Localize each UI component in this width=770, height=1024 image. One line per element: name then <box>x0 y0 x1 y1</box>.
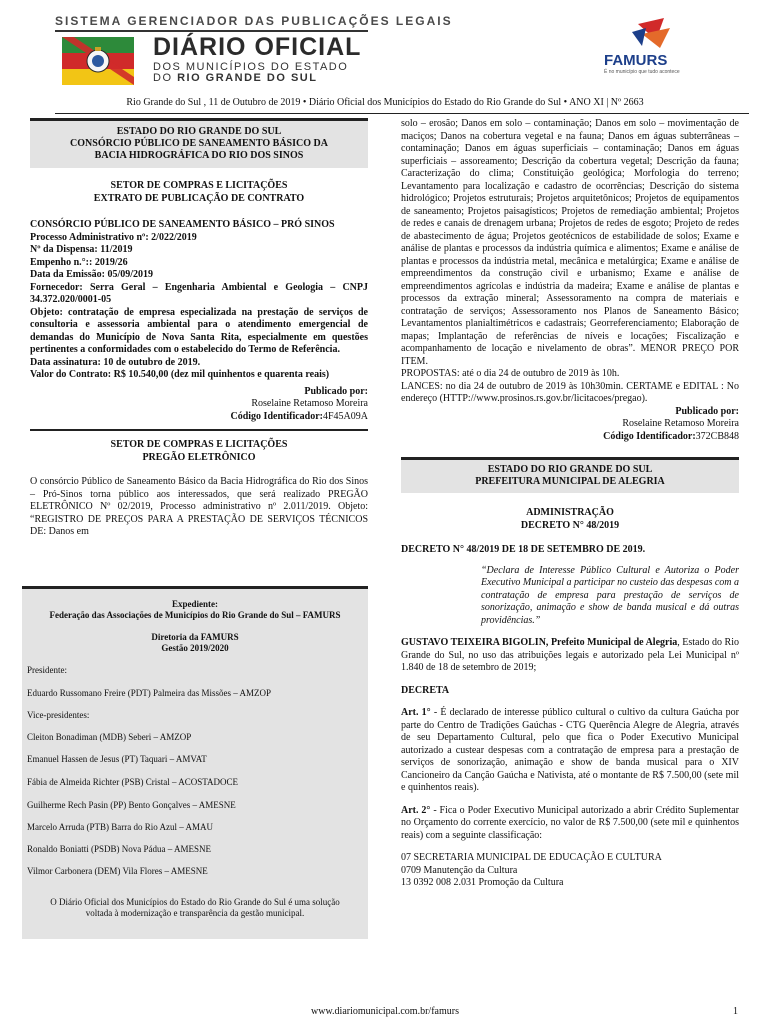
setor-compras-heading-2: SETOR DE COMPRAS E LICITAÇÕES <box>110 439 288 450</box>
system-title: SISTEMA GERENCIADOR DAS PUBLICAÇÕES LEGAIS <box>55 14 453 28</box>
classification-line: 07 SECRETARIA MUNICIPAL DE EDUCAÇÃO E CULTURA <box>401 852 662 863</box>
edition-divider <box>55 113 749 114</box>
decreto-ementa: “Declara de Interesse Público Cultural e Autoriza o Poder Executivo Municipal a participar no custeio das despesas com a contratação de empresa para prestação de serviços de sonorização, animação e show de banda musical e dá outras providências.” <box>481 564 740 626</box>
famurs-name: FAMURS <box>604 52 668 69</box>
pregao-continuation: solo – erosão; Danos em solo – contaminação; Danos em solo – movimentação de maciços; Danos na cobertura vegetal e na fauna; Danos em águas subterrâneas – contaminação; Danos em águas superficiais – contaminação; Danos em águas superficiais – assoreamento; Descrição da cobertura vegetal; Descrição da fauna; Caracterização do clima; Constituição geológica; Morfologia do terreno; Levantamento para localização e cadastro de ocorrências; Descrição do sistema hidrológico; Projetos estruturais; Projetos arquitetônicos; Projetos de equipamentos de saneamento; Projetos paisagísticos; Projetos de remediação ambiental; Projetos de redes e canais de drenagem urbana; Projetos de redes de esgoto; Projeto de redes de abastecimento de água; Projetos geotécnicos de estabilidade de solos; Exame e análise de plantas e processos da indústria química e alimentos; Exame e análise de plantas e processos da indústria metal, mecânica e metalúrgica; Exame e análise de empreendimentos da construção civil e urbanismo; Exame e análise de empreendimentos agrícolas e indústria da madeira; Exame e análise de plantas e processos da extração mineral; Assessoramento na compra de materiais e contratação de serviços; Assessoramento nos Planos de Saneamento Básico; Levantamentos planialtimétricos e cadastrais; Georreferenciamento; Elaboração de mapas; Implantação de referências de níveis e locações; Fiscalização e acompanhamento de locação e nivelamento de obras”. MENOR PREÇO POR ITEM. <box>401 118 739 367</box>
footer-url: www.diariomunicipal.com.br/famurs <box>311 1006 459 1017</box>
contract-line: Fornecedor: Serra Geral – Engenharia Ambiental e Geologia – CNPJ 34.372.020/0001-05 <box>30 281 368 305</box>
coat-of-arms-icon <box>62 37 134 85</box>
propostas-line: PROPOSTAS: até o dia 24 de outubro de 2019 às 10h. <box>401 368 620 379</box>
page-header <box>0 0 770 92</box>
publicado-por-label-2: Publicado por: <box>675 405 739 417</box>
presidente-label: Presidente: <box>27 665 67 675</box>
box2-line1: ESTADO DO RIO GRANDE DO SUL <box>487 464 653 475</box>
vice-presidente-item: Emanuel Hassen de Jesus (PT) Taquari – AMVAT <box>27 754 207 764</box>
contract-line: CONSÓRCIO PÚBLICO DE SANEAMENTO BÁSICO – PRÓ SINOS <box>30 219 335 230</box>
publicado-por-name-1: Roselaine Retamoso Moreira <box>251 398 368 409</box>
publicado-por-label-1: Publicado por: <box>304 385 368 397</box>
expediente-diretoria: Diretoria da FAMURS <box>151 632 239 642</box>
contract-line: Valor do Contrato: R$ 10.540,00 (dez mil quinhentos e quarenta reais) <box>30 369 330 380</box>
consorcio-header-box <box>30 118 368 168</box>
diario-subtitle-line2: DO RIO GRANDE DO SUL <box>153 72 318 84</box>
contract-line: Data assinatura: 10 de outubro de 2019. <box>30 356 201 368</box>
pregao-text: O consórcio Público de Saneamento Básico da Bacia Hidrográfica do Rio dos Sinos – Pró-Sinos torna público aos interessados, que será realizado PREGÃO ELETRÔNICO Nº 02/2019, Processo administrativo nº 2.011/2019. Objeto: “REGISTRO DE PREÇOS PARA A PRESTAÇÃO DE SERVIÇOS TÉCNICOS DE: Danos em <box>30 476 368 537</box>
expediente-footer-line1: O Diário Oficial dos Municípios do Estado do Rio Grande do Sul é uma solução <box>50 897 340 907</box>
classification-line: 13 0392 008 2.031 Promoção da Cultura <box>401 877 564 888</box>
left-column <box>30 118 368 539</box>
presidente-name: Eduardo Russomano Freire (PDT) Palmeira das Missões – AMZOP <box>27 688 271 698</box>
lances-line: LANCES: no dia 24 de outubro de 2019 às 10h30min. CERTAME e EDITAL : No endereço (HTTP://www.prosinos.rs.gov.br/licitacoes/pregao). <box>401 380 739 404</box>
expediente-title: Expediente: <box>172 599 218 609</box>
contract-line: Empenho n.°:: 2019/26 <box>30 256 128 268</box>
vice-presidentes-label: Vice-presidentes: <box>27 710 90 720</box>
pregao-heading: PREGÃO ELETRÔNICO <box>142 451 256 463</box>
box2-line2: PREFEITURA MUNICIPAL DE ALEGRIA <box>475 476 665 487</box>
right-column <box>401 118 739 890</box>
contract-line: Objeto: contratação de empresa especializada na prestação de serviços de consultoria e assessoria ambiental para o atendimento emergencial de demandas do Município de Nova Santa Rita, especialmente em questões pertinentes a conformidades com o estabelecido do Termo de Referência. <box>30 306 368 355</box>
vice-presidente-item: Fábia de Almeida Richter (PSB) Cristal – ACOSTADOCE <box>27 777 239 787</box>
gustavo-paragraph: GUSTAVO TEIXEIRA BIGOLIN, Prefeito Municipal de Alegria, Estado do Rio Grande do Sul, no uso das atribuições legais e autorizado pela Lei Municipal nº 1.840 de 18 de setembro de 2019; <box>401 637 739 673</box>
contract-details <box>30 219 368 382</box>
vice-presidente-item: Vilmor Carbonera (DEM) Vila Flores – AMESNE <box>27 866 208 876</box>
vice-presidente-item: Marcelo Arruda (PTB) Barra do Rio Azul – AMAU <box>27 822 213 832</box>
expediente-gestao: Gestão 2019/2020 <box>161 643 229 653</box>
system-title-underline <box>55 30 368 32</box>
vice-presidente-item: Ronaldo Boniatti (PSDB) Nova Pádua – AMESNE <box>27 844 211 854</box>
extrato-heading: EXTRATO DE PUBLICAÇÃO DE CONTRATO <box>93 192 305 204</box>
box1-line1: ESTADO DO RIO GRANDE DO SUL <box>116 126 282 137</box>
setor-compras-heading-1: SETOR DE COMPRAS E LICITAÇÕES <box>110 180 288 191</box>
section-divider <box>30 423 368 431</box>
administracao-heading: ADMINISTRAÇÃO <box>526 507 614 518</box>
contract-line: Processo Administrativo nº: 2/022/2019 <box>30 231 197 243</box>
edition-line: Rio Grande do Sul , 11 de Outubro de 2019 • Diário Oficial dos Municípios do Estado do Rio Grande do Sul • ANO XI | Nº 2663 <box>126 97 644 108</box>
codigo-identificador-2: Código Identificador:372CB848 <box>603 430 739 442</box>
decreto-title: DECRETO N° 48/2019 DE 18 DE SETEMBRO DE 2019. <box>401 544 646 555</box>
contract-line: Nº da Dispensa: 11/2019 <box>30 244 133 255</box>
expediente-federacao: Federação das Associações de Municípios do Rio Grande do Sul – FAMURS <box>49 610 341 620</box>
expediente-footer-line2: voltada à modernização e transparência da gestão municipal. <box>85 908 305 918</box>
box1-line3: BACIA HIDROGRÁFICA DO RIO DOS SINOS <box>94 150 304 161</box>
diario-subtitle-line1: DOS MUNICÍPIOS DO ESTADO <box>153 61 349 73</box>
box1-line2: CONSÓRCIO PÚBLICO DE SANEAMENTO BÁSICO DA <box>70 138 328 149</box>
publicado-por-name-2: Roselaine Retamoso Moreira <box>622 418 739 429</box>
vice-presidente-item: Cleiton Bonadiman (MDB) Seberi – AMZOP <box>27 732 192 742</box>
page-number: 1 <box>733 1006 738 1017</box>
expediente-box <box>22 586 368 939</box>
codigo-identificador-1: Código Identificador:4F45A09A <box>230 410 368 422</box>
art2-paragraph: Art. 2° - Fica o Poder Executivo Municipal autorizado a abrir Crédito Suplementar no Orçamento do corrente exercício, no valor de R$ 7.500,00 (sete mil e quinhentos reais) com a seguinte classificação: <box>401 804 739 841</box>
diario-oficial-title: DIÁRIO OFICIAL <box>153 33 362 61</box>
vice-presidente-item: Guilherme Rech Pasin (PP) Bento Gonçalves – AMESNE <box>27 800 236 810</box>
contract-line: Data da Emissão: 05/09/2019 <box>30 269 154 280</box>
classification-line: 0709 Manutenção da Cultura <box>401 864 518 876</box>
decreto-heading: DECRETO N° 48/2019 <box>520 519 620 531</box>
prefeitura-header-box <box>401 457 739 493</box>
famurs-tagline: É no município que tudo acontece <box>604 69 680 75</box>
decreta-heading: DECRETA <box>401 684 450 696</box>
art1-paragraph: Art. 1° - É declarado de interesse público cultural o cultivo da cultura Gaúcha por parte do Centro de Tradições Gaúchas - CTG Querência Alegre de Alegria, através de seu Departamento Cultural, pelo que fica o Poder Executivo Municipal autorizado a custear despesas com a contratação de empresa para a prestação de serviços de sonorização, animação e show de banda musical para o XIV Cancioneiro da Canção Gaúcha e Nativista, até o montante de R$ 7.500,00 (sete mil e quinhentos reais). <box>401 707 739 793</box>
